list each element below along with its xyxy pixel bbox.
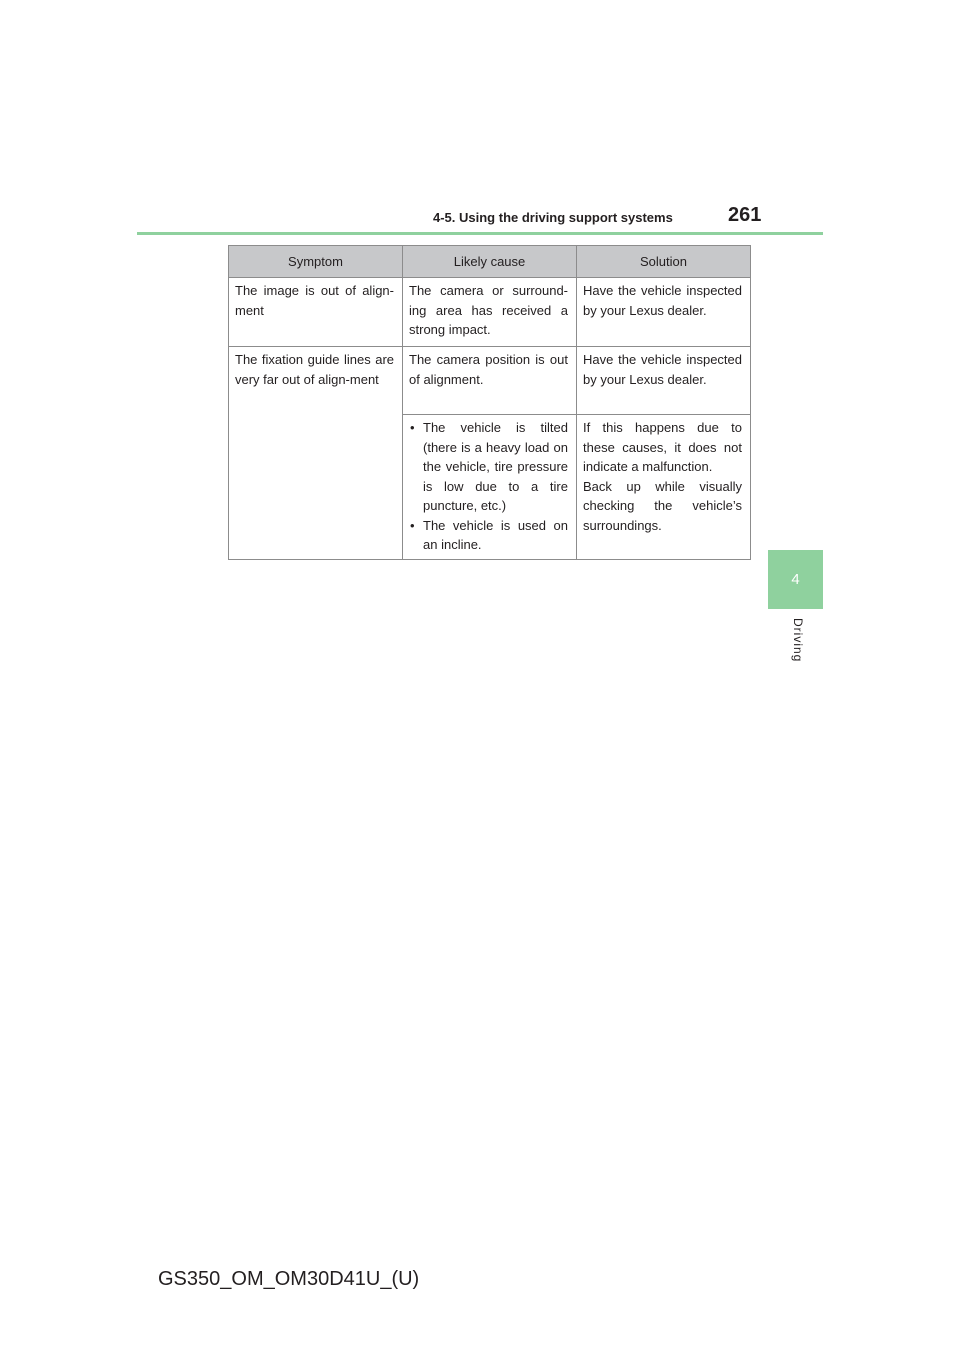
solution-cell: Have the vehicle inspected by your Lexus dealer. — [577, 278, 751, 347]
header-rule — [137, 232, 823, 235]
chapter-label: Driving — [791, 618, 805, 663]
document-code: GS350_OM_OM30D41U_(U) — [158, 1268, 420, 1290]
chapter-number: 4 — [791, 571, 800, 588]
symptom-cell: The image is out of align-ment — [229, 278, 403, 347]
cause-cell: The camera or surround-ing area has received a strong impact. — [403, 278, 577, 347]
solution-text: If this happens due to these causes, it does not indicate a malfunction. — [583, 420, 742, 474]
solution-cell — [577, 415, 751, 560]
list-item: • The vehicle is tilted (there is a heavy load on the vehicle, tire pressure is low due to a tire puncture, etc.) — [409, 418, 568, 516]
list-item: • The vehicle is used on an incline. — [409, 516, 568, 555]
header-symptom: Symptom — [229, 246, 403, 278]
section-title: 4-5. Using the driving support systems — [433, 210, 673, 225]
troubleshooting-table — [228, 245, 751, 560]
solution-cell: Have the vehicle inspected by your Lexus dealer. — [577, 347, 751, 415]
page-number: 261 — [728, 204, 762, 226]
table-header-row — [229, 246, 751, 278]
chapter-tab — [768, 550, 823, 609]
table-row — [229, 278, 751, 347]
solution-extra-text: Back up while visually checking the vehicle’s surroundings. — [583, 478, 742, 533]
cause-list — [409, 418, 568, 555]
cause-cell — [403, 415, 577, 560]
header-likely-cause: Likely cause — [403, 246, 577, 278]
header-solution: Solution — [577, 246, 751, 278]
symptom-cell: The fixation guide lines are very far out of align-ment — [229, 347, 403, 560]
cause-cell: The camera position is out of alignment. — [403, 347, 577, 415]
table-row — [229, 347, 751, 415]
